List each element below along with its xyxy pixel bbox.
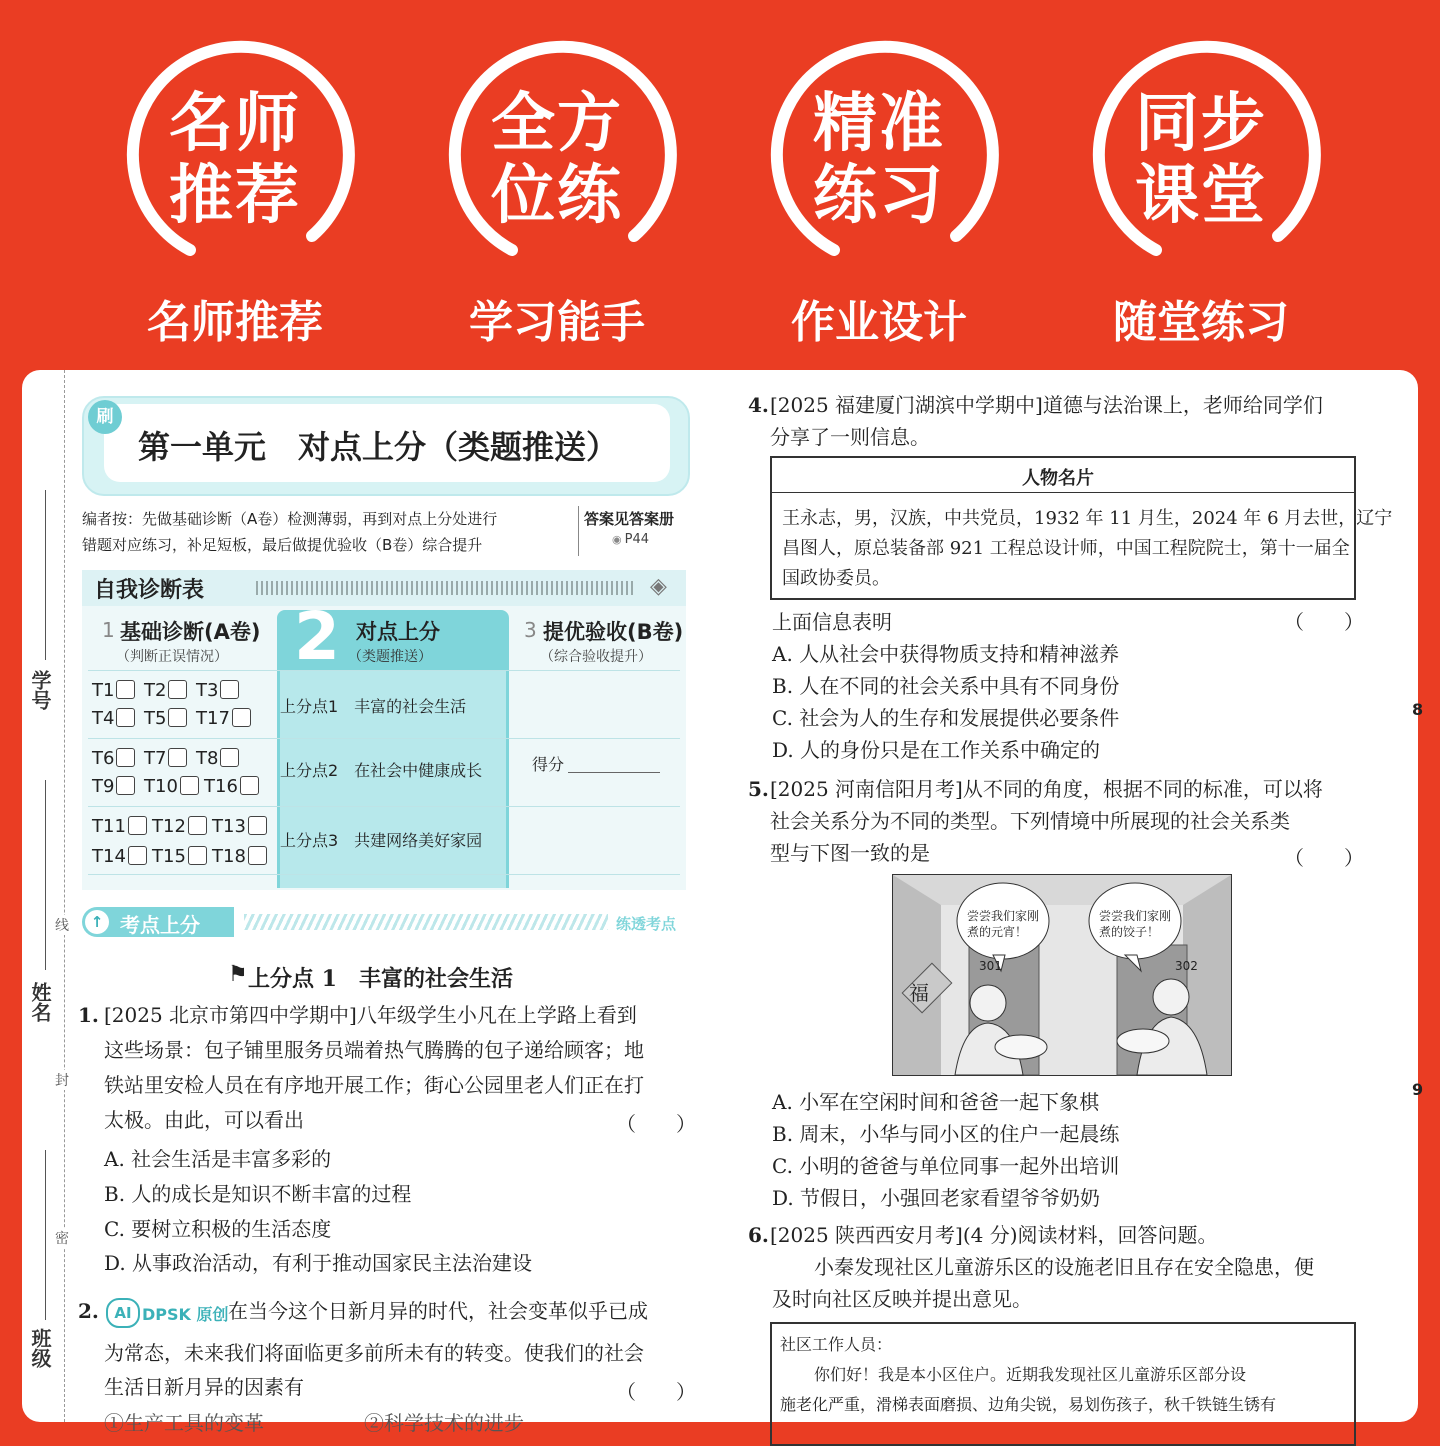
item-label: T14: [92, 846, 126, 867]
q1-option-b[interactable]: B. 人的成长是知识不断丰富的过程: [104, 1182, 412, 1206]
q4-option-c[interactable]: C. 社会为人的生存和发展提供必要条件: [772, 706, 1120, 730]
q5-line: 社会关系分为不同的类型。下列情境中所展现的社会关系类: [770, 809, 1290, 833]
q4-option-a[interactable]: A. 人从社会中获得物质支持和精神滋养: [772, 642, 1120, 666]
badge-line1: 全方: [491, 87, 623, 161]
item-checkbox[interactable]: [204, 776, 259, 797]
badge-precise: [764, 40, 994, 270]
item-label: T18: [212, 846, 246, 867]
item-label: T17: [196, 708, 230, 729]
badge-line1: 精准: [813, 87, 945, 161]
row-divider: [88, 874, 680, 875]
point-2: 上分点2 在社会中健康成长: [280, 761, 483, 780]
q1-option-d[interactable]: D. 从事政治活动，有利于推动国家民主法治建设: [104, 1251, 533, 1275]
q4-line: 分享了一则信息。: [770, 425, 930, 449]
workbook-page: [22, 370, 1424, 1435]
score-blank[interactable]: [568, 772, 660, 773]
q1-line: 太极。由此，可以看出: [104, 1108, 304, 1132]
diagnosis-title-stripes: [256, 581, 636, 595]
class-label: 班级: [28, 1328, 52, 1368]
item-checkbox[interactable]: [212, 846, 267, 867]
col2-subtitle: （类题推送）: [348, 649, 432, 665]
book-icon: ◉: [612, 533, 622, 546]
item-checkbox[interactable]: [92, 816, 147, 837]
score-label: 得分: [532, 755, 565, 774]
item-checkbox[interactable]: [144, 680, 187, 701]
col1-title: 基础诊断(A卷): [120, 620, 261, 644]
profile-card-line: 昌图人，原总装备部 921 工程总设计师，中国工程院院士，第十一届全: [782, 538, 1350, 559]
name-line: [45, 780, 46, 970]
item-checkbox[interactable]: [92, 846, 147, 867]
item-checkbox[interactable]: [92, 680, 135, 701]
badge-line1: 名师: [169, 87, 301, 161]
q5-answer-paren[interactable]: （ ）: [1284, 846, 1364, 870]
q5-line: [2025 河南信阳月考]从不同的角度，根据不同的标准，可以将: [770, 777, 1323, 801]
title-tag: 刷: [88, 400, 122, 434]
badge-caption: 随堂练习: [1113, 297, 1289, 348]
col2-title: 对点上分: [356, 620, 440, 644]
item-label: T15: [152, 846, 186, 867]
badge-caption: 作业设计: [791, 297, 967, 348]
item-checkbox[interactable]: [212, 816, 267, 837]
answer-label: 答案见答案册: [584, 510, 675, 528]
q1-option-c[interactable]: C. 要树立积极的生活态度: [104, 1217, 332, 1241]
q4-answer-paren[interactable]: （ ）: [1284, 610, 1364, 634]
item-label: T7: [144, 748, 167, 769]
section-right: 练透考点: [616, 915, 677, 933]
item-checkbox[interactable]: [196, 748, 239, 769]
item-label: T5: [144, 708, 167, 729]
q2-answer-paren[interactable]: （ ）: [616, 1380, 696, 1404]
col3-title: 提优验收(B卷): [543, 620, 684, 644]
point-3: 上分点3 共建网络美好家园: [280, 831, 483, 850]
q5-line: 型与下图一致的是: [770, 841, 930, 865]
row-divider: [88, 670, 680, 671]
item-checkbox[interactable]: [144, 748, 187, 769]
item-label: T2: [144, 680, 167, 701]
badge-sync: [1086, 40, 1316, 270]
item-checkbox[interactable]: [144, 776, 199, 797]
item-checkbox[interactable]: [92, 748, 135, 769]
edge-mark: 9: [1412, 1080, 1424, 1099]
diagnosis-title: 自我诊断表: [94, 577, 205, 603]
binding-line: [64, 370, 65, 1422]
q2-line: 生活日新月异的因素有: [104, 1375, 304, 1399]
item-checkbox[interactable]: [92, 708, 135, 729]
q6-paragraph: 小秦发现社区儿童游乐区的设施老旧且存在安全隐患，便: [814, 1255, 1314, 1279]
q5-option-d[interactable]: D. 节假日，小强回老家看望爷爷奶奶: [772, 1186, 1101, 1210]
note-divider: [578, 506, 579, 556]
unit-title: 第一单元 对点上分（类题推送）: [138, 428, 619, 466]
q6-line: [2025 陕西西安月考](4 分)阅读材料，回答问题。: [770, 1223, 1218, 1247]
seal-mark-seal: 封: [55, 1070, 69, 1090]
name-label: 姓名: [28, 982, 52, 1022]
editor-note-line1: 编者按：先做基础诊断（A卷）检测薄弱，再到对点上分处进行: [82, 510, 498, 528]
badge-caption: 学习能手: [469, 297, 645, 348]
col1-number: 1: [102, 618, 115, 642]
col1-subtitle: （判断正误情况）: [116, 649, 228, 665]
q4-line: [2025 福建厦门湖滨中学期中]道德与法治课上，老师给同学们: [770, 393, 1323, 417]
q5-option-c[interactable]: C. 小明的爸爸与单位同事一起外出培训: [772, 1154, 1120, 1178]
answer-page-number: P44: [624, 532, 649, 547]
badge-line2: 推荐: [169, 159, 301, 233]
q1-line: [2025 北京市第四中学期中]八年级学生小凡在上学路上看到: [104, 1003, 637, 1027]
item-label: T16: [204, 776, 238, 797]
answer-page: [612, 532, 649, 547]
profile-card-header-line: [770, 492, 1354, 493]
q1-option-a[interactable]: A. 社会生活是丰富多彩的: [104, 1147, 332, 1171]
fu-character: 福: [909, 981, 929, 1005]
profile-card-title: 人物名片: [1022, 468, 1094, 489]
letter-head: 社区工作人员：: [780, 1335, 893, 1354]
profile-card-line: 王永志，男，汉族，中共党员，1932 年 11 月生，2024 年 6 月去世，辽宁: [782, 508, 1393, 529]
item-checkbox[interactable]: [196, 708, 251, 729]
q2-partial-options: ①生产工具的变革 ②科学技术的进步: [104, 1411, 524, 1435]
item-label: T11: [92, 816, 126, 837]
seal-mark-line: 线: [55, 915, 69, 935]
bubble-1-line: 煮的元宵！: [967, 925, 1028, 939]
letter-line: 你们好！我是本小区住户。近期我发现社区儿童游乐区部分设: [814, 1365, 1247, 1384]
badge-famous-teacher: [120, 40, 350, 270]
q2-number: 2.: [78, 1299, 99, 1323]
badge-line2: 练习: [813, 159, 945, 233]
col2-number: 2: [294, 598, 340, 675]
promo-banner: [0, 0, 1440, 370]
q1-line: 这些场景：包子铺里服务员端着热气腾腾的包子递给顾客；地: [104, 1038, 644, 1062]
ai-badge-text: DPSK 原创: [142, 1305, 229, 1324]
item-label: T3: [196, 680, 219, 701]
item-label: T13: [212, 816, 246, 837]
neighbors-illustration: [892, 874, 1232, 1076]
item-checkbox[interactable]: [152, 846, 207, 867]
letter-line: 施老化严重，滑梯表面磨损、边角尖锐，易划伤孩子，秋千铁链生锈有: [780, 1395, 1277, 1414]
q6-number: 6.: [748, 1223, 769, 1247]
badge-caption: 名师推荐: [147, 297, 323, 348]
badge-all-round: [442, 40, 672, 270]
item-checkbox[interactable]: [92, 776, 135, 797]
q5-option-a[interactable]: A. 小军在空闲时间和爸爸一起下象棋: [772, 1090, 1100, 1114]
item-label: T9: [92, 776, 115, 797]
edge-mark: 8: [1412, 700, 1424, 719]
item-label: T1: [92, 680, 115, 701]
q1-number: 1.: [78, 1003, 99, 1027]
item-label: T4: [92, 708, 115, 729]
item-label: T12: [152, 816, 186, 837]
sub-heading: 上分点 1 丰富的社会生活: [248, 966, 513, 992]
col3-number: 3: [524, 618, 537, 642]
section-stripes: [244, 914, 608, 930]
bubble-2-line: 煮的饺子！: [1099, 925, 1160, 939]
seal-mark-dense: 密: [55, 1228, 69, 1248]
student-id-label: 学号: [28, 670, 52, 710]
class-line: [45, 1150, 46, 1320]
bubble-2-line: 尝尝我们家刚: [1099, 909, 1172, 923]
item-checkbox[interactable]: [152, 816, 207, 837]
badge-line2: 课堂: [1135, 159, 1267, 233]
badge-line1: 同步: [1135, 87, 1267, 161]
item-label: T6: [92, 748, 115, 769]
layers-icon: ◈: [650, 574, 667, 599]
section-label: 考点上分: [120, 913, 200, 937]
col3-subtitle: （综合验收提升）: [540, 649, 652, 665]
row-divider: [88, 806, 680, 807]
badge-line2: 位练: [491, 159, 623, 233]
profile-card-line: 国政协委员。: [782, 568, 890, 589]
q2-line: 为常态，未来我们将面临更多前所未有的转变。使我们的社会: [104, 1341, 644, 1365]
q5-option-b[interactable]: B. 周末，小华与同小区的住户一起晨练: [772, 1122, 1120, 1146]
flag-icon: ⚑: [228, 962, 248, 987]
item-checkbox[interactable]: [144, 708, 187, 729]
q1-line: 铁站里安检人员在有序地开展工作；街心公园里老人们正在打: [104, 1073, 644, 1097]
row-divider: [88, 738, 680, 739]
q6-paragraph: 及时向社区反映并提出意见。: [772, 1287, 1032, 1311]
point-1: 上分点1 丰富的社会生活: [280, 697, 467, 716]
bubble-1-line: 尝尝我们家刚: [967, 909, 1040, 923]
door-number-1: 301: [979, 959, 1002, 973]
ai-badge-icon: AI: [106, 1298, 140, 1328]
q1-answer-paren[interactable]: （ ）: [616, 1112, 696, 1136]
q4-option-b[interactable]: B. 人在不同的社会关系中具有不同身份: [772, 674, 1120, 698]
q5-number: 5.: [748, 777, 769, 801]
item-label: T10: [144, 776, 178, 797]
arrow-up-icon: ↑: [85, 910, 109, 934]
q4-number: 4.: [748, 393, 769, 417]
illustration-drawing: [893, 875, 1231, 1075]
item-label: T8: [196, 748, 219, 769]
door-number-2: 302: [1175, 959, 1198, 973]
q2-line: 在当今这个日新月异的时代，社会变革似乎已成: [228, 1299, 648, 1323]
q4-option-d[interactable]: D. 人的身份只是在工作关系中确定的: [772, 738, 1101, 762]
editor-note-line2: 错题对应练习，补足短板，最后做提优验收（B卷）综合提升: [82, 536, 483, 554]
item-checkbox[interactable]: [196, 680, 239, 701]
q4-stem: 上面信息表明: [772, 610, 892, 634]
student-id-line: [45, 490, 46, 660]
